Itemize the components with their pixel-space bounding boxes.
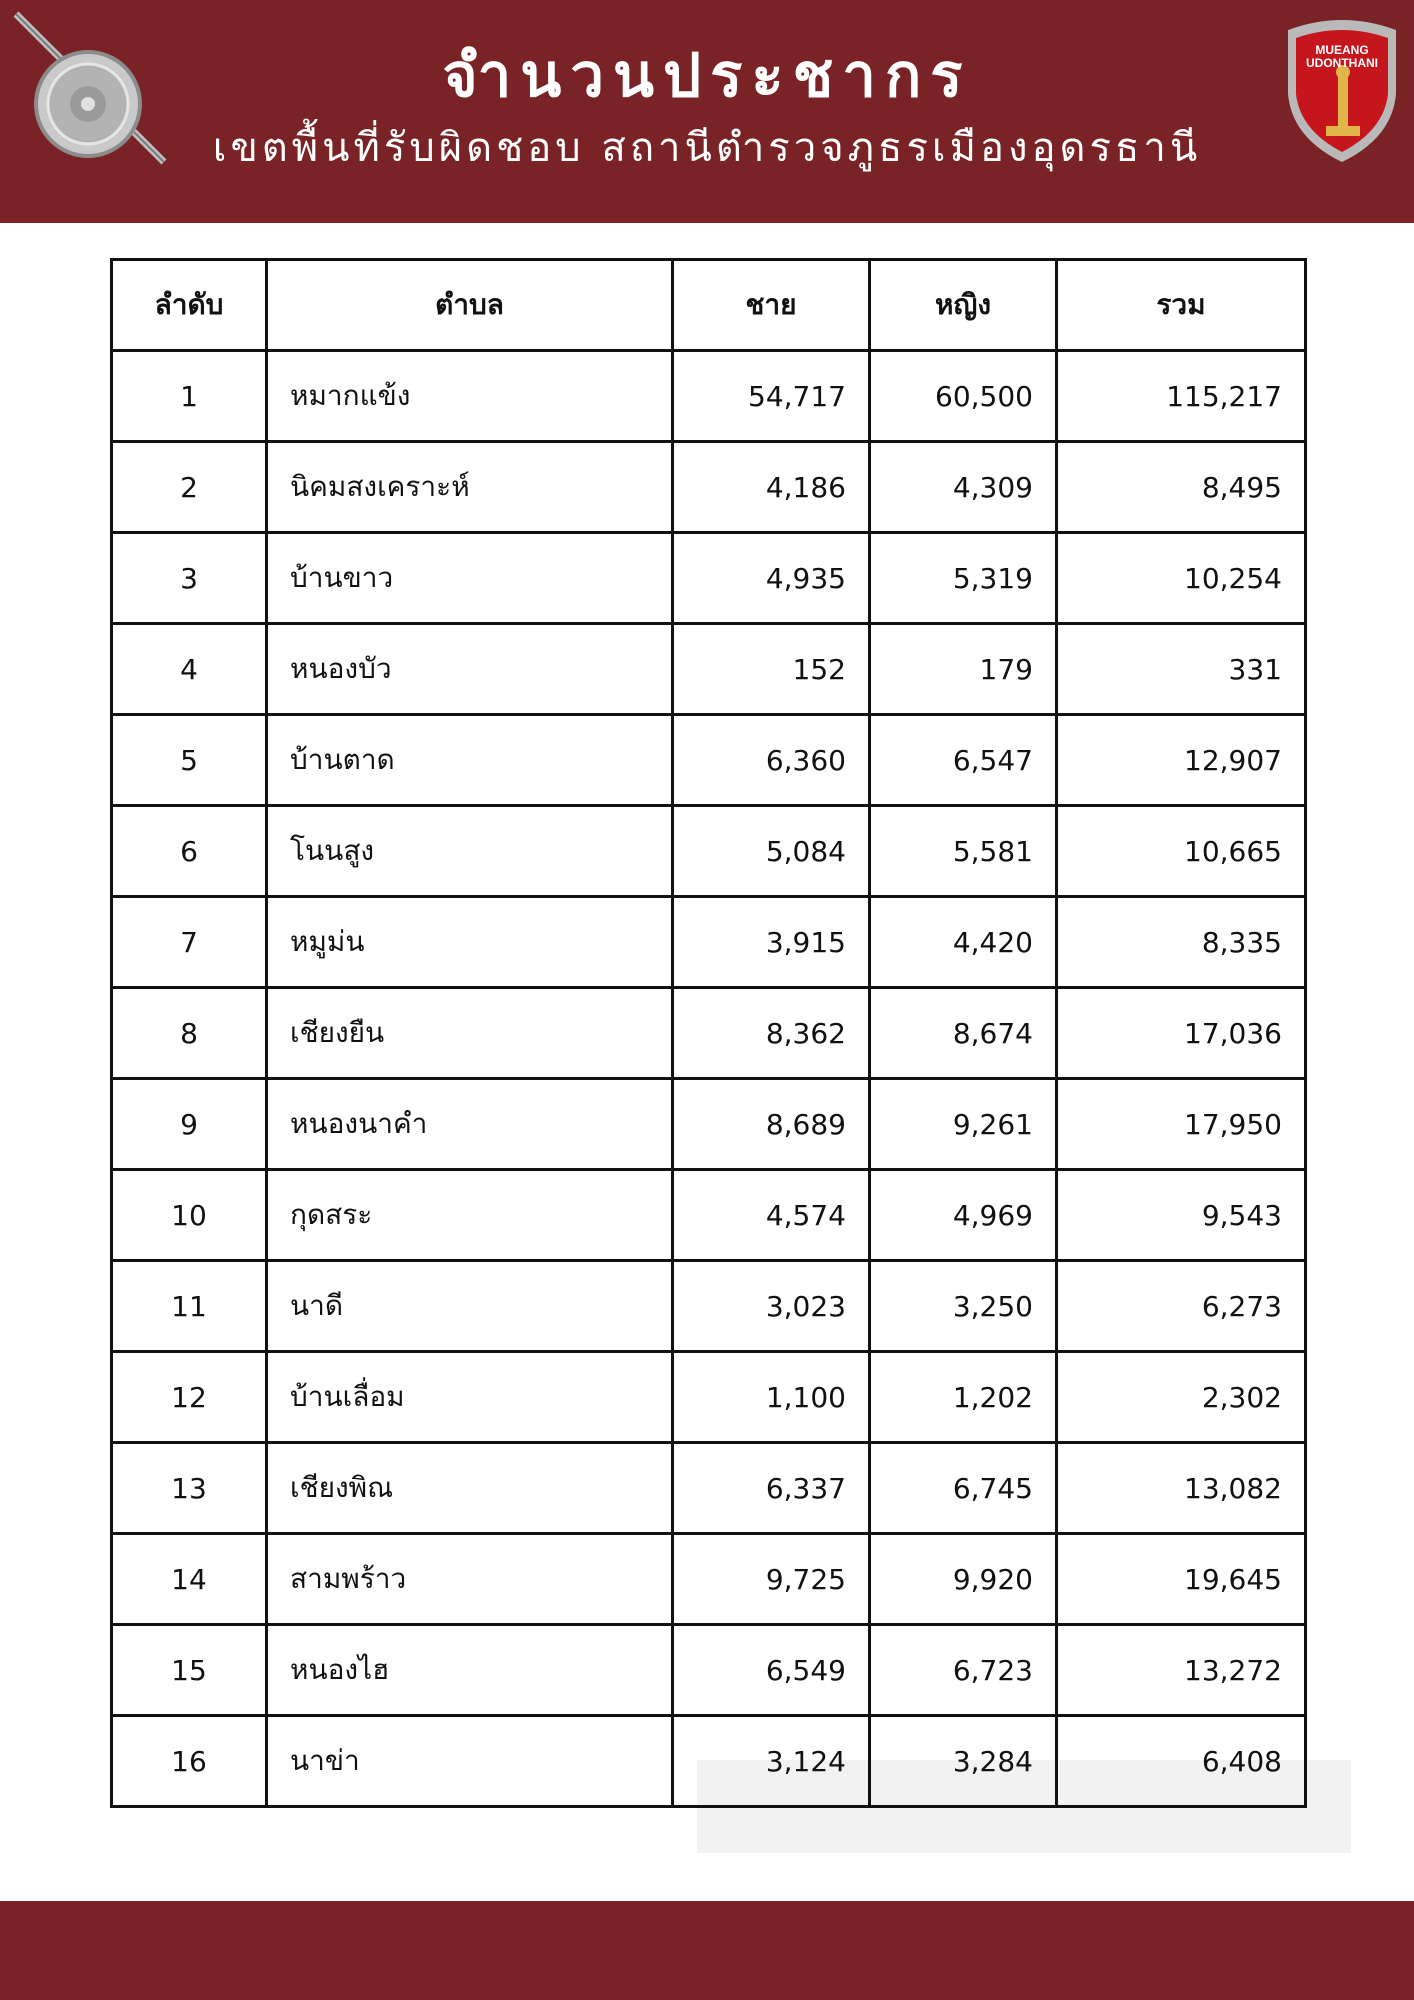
- cell-subdistrict: สามพร้าว: [267, 1534, 673, 1625]
- cell-male: 9,725: [673, 1534, 870, 1625]
- cell-total: 13,082: [1057, 1443, 1306, 1534]
- table-header-row: [112, 260, 1306, 351]
- table-row: [112, 715, 1306, 806]
- cell-index: 14: [112, 1534, 267, 1625]
- cell-female: 4,309: [870, 442, 1057, 533]
- cell-index: 1: [112, 351, 267, 442]
- cell-male: 3,915: [673, 897, 870, 988]
- cell-total: 8,335: [1057, 897, 1306, 988]
- cell-total: 6,273: [1057, 1261, 1306, 1352]
- cell-male: 54,717: [673, 351, 870, 442]
- table-row: [112, 988, 1306, 1079]
- cell-female: 6,723: [870, 1625, 1057, 1716]
- cell-index: 16: [112, 1716, 267, 1807]
- cell-index: 13: [112, 1443, 267, 1534]
- cell-subdistrict: บ้านเลื่อม: [267, 1352, 673, 1443]
- cell-subdistrict: หนองบัว: [267, 624, 673, 715]
- table-row: [112, 806, 1306, 897]
- cell-female: 5,319: [870, 533, 1057, 624]
- cell-female: 1,202: [870, 1352, 1057, 1443]
- cell-male: 3,124: [673, 1716, 870, 1807]
- table-row: [112, 1261, 1306, 1352]
- cell-subdistrict: หมากแข้ง: [267, 351, 673, 442]
- header-banner: [0, 0, 1414, 223]
- cell-male: 3,023: [673, 1261, 870, 1352]
- cell-subdistrict: หนองไฮ: [267, 1625, 673, 1716]
- cell-index: 11: [112, 1261, 267, 1352]
- page-title: จำนวนประชากร: [442, 41, 972, 111]
- cell-total: 9,543: [1057, 1170, 1306, 1261]
- cell-male: 152: [673, 624, 870, 715]
- cell-female: 4,420: [870, 897, 1057, 988]
- table-row: [112, 533, 1306, 624]
- cell-total: 8,495: [1057, 442, 1306, 533]
- cell-male: 6,337: [673, 1443, 870, 1534]
- footer-bar: [0, 1901, 1414, 2000]
- table-row: [112, 624, 1306, 715]
- cell-male: 5,084: [673, 806, 870, 897]
- cell-index: 4: [112, 624, 267, 715]
- cell-index: 3: [112, 533, 267, 624]
- column-header-male: ชาย: [673, 260, 870, 351]
- cell-subdistrict: โนนสูง: [267, 806, 673, 897]
- cell-female: 3,250: [870, 1261, 1057, 1352]
- table-row: [112, 1352, 1306, 1443]
- cell-index: 5: [112, 715, 267, 806]
- cell-subdistrict: หมูม่น: [267, 897, 673, 988]
- column-header-total: รวม: [1057, 260, 1306, 351]
- column-header-index: ลำดับ: [112, 260, 267, 351]
- column-header-female: หญิง: [870, 260, 1057, 351]
- cell-total: 10,254: [1057, 533, 1306, 624]
- cell-total: 331: [1057, 624, 1306, 715]
- cell-subdistrict: กุดสระ: [267, 1170, 673, 1261]
- cell-male: 6,360: [673, 715, 870, 806]
- column-header-subdistrict: ตำบล: [267, 260, 673, 351]
- cell-total: 13,272: [1057, 1625, 1306, 1716]
- cell-female: 9,920: [870, 1534, 1057, 1625]
- logo-text-line2: UDONTHANI: [1306, 56, 1378, 70]
- cell-subdistrict: นิคมสงเคราะห์: [267, 442, 673, 533]
- cell-index: 9: [112, 1079, 267, 1170]
- cell-total: 12,907: [1057, 715, 1306, 806]
- table-row: [112, 1079, 1306, 1170]
- cell-index: 6: [112, 806, 267, 897]
- cell-subdistrict: หนองนาคำ: [267, 1079, 673, 1170]
- cell-total: 115,217: [1057, 351, 1306, 442]
- cell-male: 8,362: [673, 988, 870, 1079]
- logo-text-line1: MUEANG: [1315, 43, 1369, 57]
- cell-male: 4,935: [673, 533, 870, 624]
- cell-male: 1,100: [673, 1352, 870, 1443]
- cell-total: 17,036: [1057, 988, 1306, 1079]
- cell-index: 12: [112, 1352, 267, 1443]
- population-table: [110, 258, 1307, 1808]
- cell-index: 2: [112, 442, 267, 533]
- cell-subdistrict: เชียงยืน: [267, 988, 673, 1079]
- cell-female: 60,500: [870, 351, 1057, 442]
- cell-total: 19,645: [1057, 1534, 1306, 1625]
- table-row: [112, 1443, 1306, 1534]
- table-row: [112, 1625, 1306, 1716]
- cell-male: 6,549: [673, 1625, 870, 1716]
- cell-male: 4,574: [673, 1170, 870, 1261]
- cell-male: 4,186: [673, 442, 870, 533]
- cell-female: 5,581: [870, 806, 1057, 897]
- cell-female: 3,284: [870, 1716, 1057, 1807]
- table-row: [112, 897, 1306, 988]
- cell-subdistrict: บ้านตาด: [267, 715, 673, 806]
- table-row: [112, 442, 1306, 533]
- cell-index: 8: [112, 988, 267, 1079]
- cell-index: 10: [112, 1170, 267, 1261]
- page-subtitle: เขตพื้นที่รับผิดชอบ สถานีตำรวจภูธรเมืองอุดรธานี: [212, 125, 1202, 171]
- cell-total: 6,408: [1057, 1716, 1306, 1807]
- cell-index: 15: [112, 1625, 267, 1716]
- table-row: [112, 1170, 1306, 1261]
- cell-total: 2,302: [1057, 1352, 1306, 1443]
- cell-subdistrict: นาข่า: [267, 1716, 673, 1807]
- table-row: [112, 1534, 1306, 1625]
- cell-subdistrict: บ้านขาว: [267, 533, 673, 624]
- cell-total: 10,665: [1057, 806, 1306, 897]
- cell-total: 17,950: [1057, 1079, 1306, 1170]
- cell-male: 8,689: [673, 1079, 870, 1170]
- cell-subdistrict: นาดี: [267, 1261, 673, 1352]
- cell-index: 7: [112, 897, 267, 988]
- table-row: [112, 351, 1306, 442]
- station-shield-logo: [1280, 16, 1404, 164]
- table-row: [112, 1716, 1306, 1807]
- cell-female: 6,547: [870, 715, 1057, 806]
- cell-female: 8,674: [870, 988, 1057, 1079]
- cell-female: 9,261: [870, 1079, 1057, 1170]
- cell-female: 6,745: [870, 1443, 1057, 1534]
- table-body: [112, 351, 1306, 1807]
- cell-female: 179: [870, 624, 1057, 715]
- cell-subdistrict: เชียงพิณ: [267, 1443, 673, 1534]
- cell-female: 4,969: [870, 1170, 1057, 1261]
